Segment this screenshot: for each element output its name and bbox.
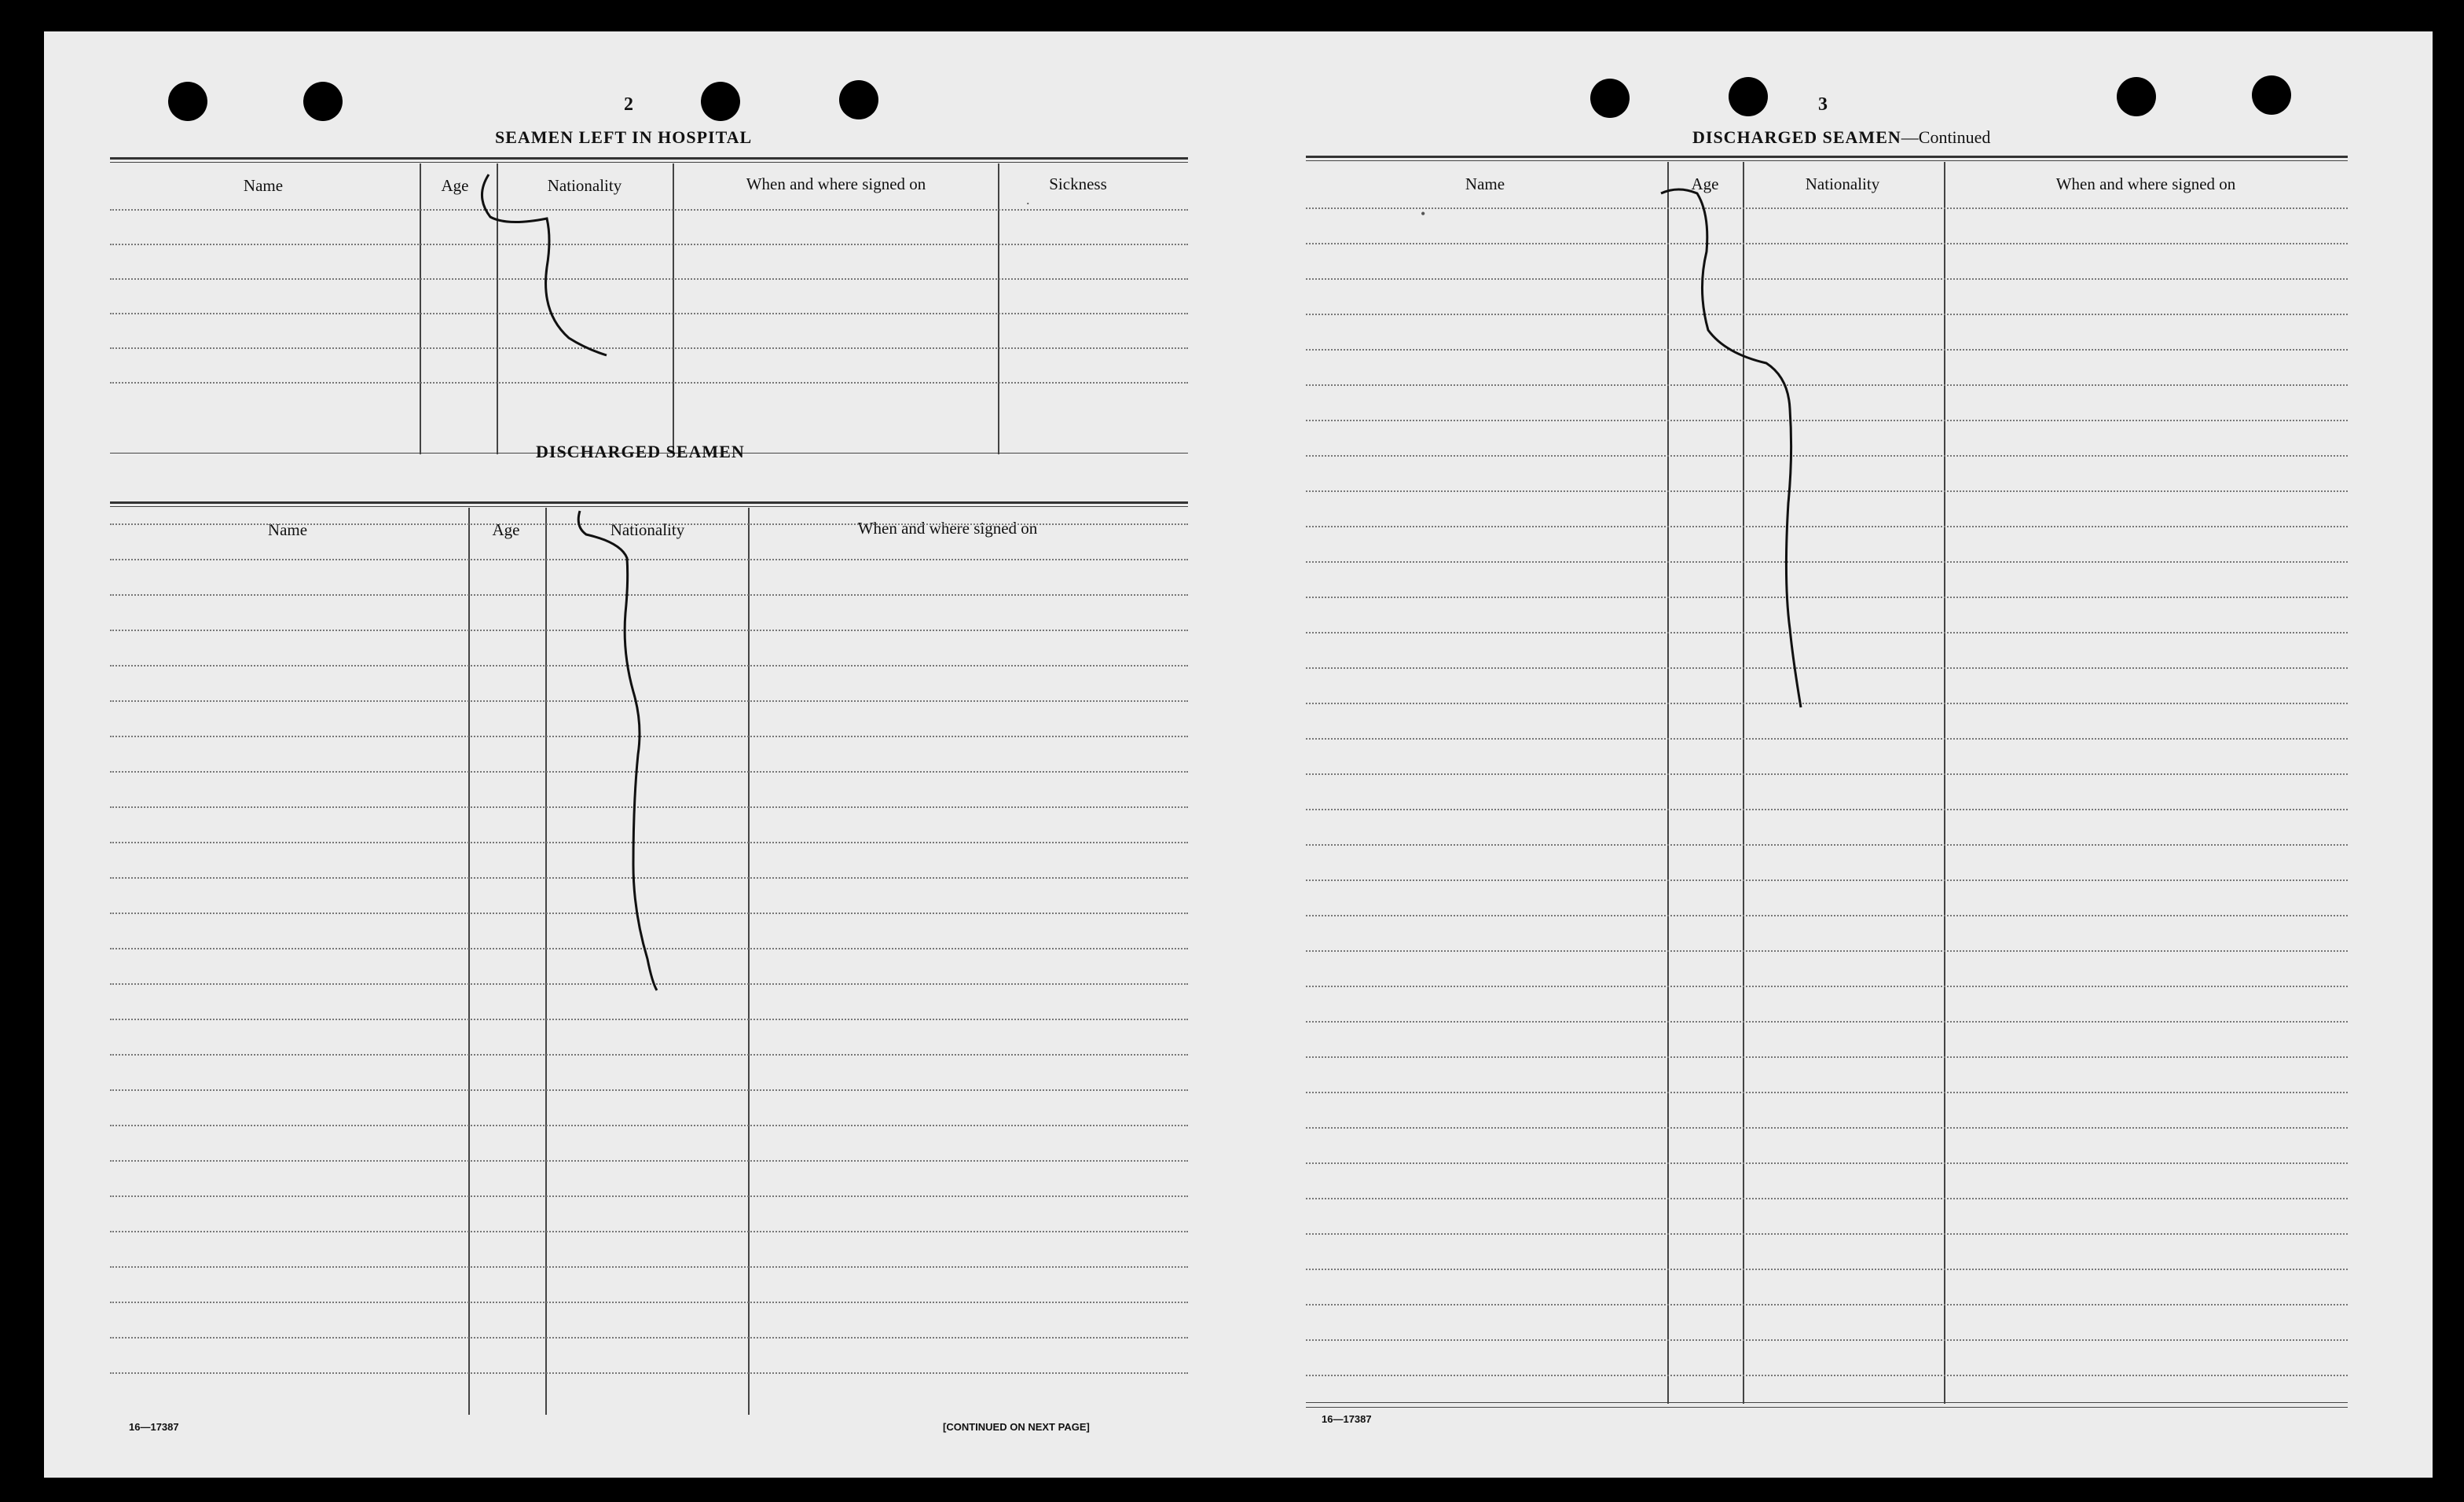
column-header-signed-on: When and where signed on <box>2055 174 2236 193</box>
column-header-age: Age <box>492 520 520 539</box>
hospital-section-title: SEAMEN LEFT IN HOSPITAL <box>495 127 753 147</box>
column-header-nationality: Nationality <box>1805 174 1880 193</box>
column-header-signed-on: When and where signed on <box>857 519 1038 538</box>
column-header-age: Age <box>1691 174 1719 193</box>
form-sheet <box>44 31 2433 1478</box>
ink-speck: . <box>1026 192 1030 207</box>
discharged-section-title: DISCHARGED SEAMEN <box>536 442 745 461</box>
form-number: 16—17387 <box>1322 1413 1372 1425</box>
ink-speck: • <box>1421 206 1426 222</box>
form-number: 16—17387 <box>129 1421 179 1433</box>
column-header-name: Name <box>1465 174 1505 193</box>
left-page <box>44 31 1238 1478</box>
title-main: DISCHARGED SEAMEN <box>1692 127 1901 147</box>
column-header-name: Name <box>267 520 308 539</box>
column-header-age: Age <box>441 176 469 195</box>
right-page <box>1238 31 2433 1478</box>
title-suffix: —Continued <box>1901 127 1991 147</box>
ink-strikeout-marks <box>44 31 1238 1478</box>
ink-stroke <box>1661 189 1801 707</box>
column-header-signed-on: When and where signed on <box>746 174 926 193</box>
page-number: 3 <box>1818 94 1828 115</box>
column-header-nationality: Nationality <box>610 520 685 539</box>
ink-stroke <box>482 174 607 355</box>
page-number: 2 <box>624 94 633 115</box>
column-header-name: Name <box>243 176 284 195</box>
ink-strikeout-marks <box>1238 31 2433 1478</box>
continued-note: [CONTINUED ON NEXT PAGE] <box>943 1421 1090 1433</box>
column-header-sickness: Sickness <box>1049 174 1107 193</box>
column-header-nationality: Nationality <box>547 176 622 195</box>
ink-stroke <box>578 511 657 990</box>
